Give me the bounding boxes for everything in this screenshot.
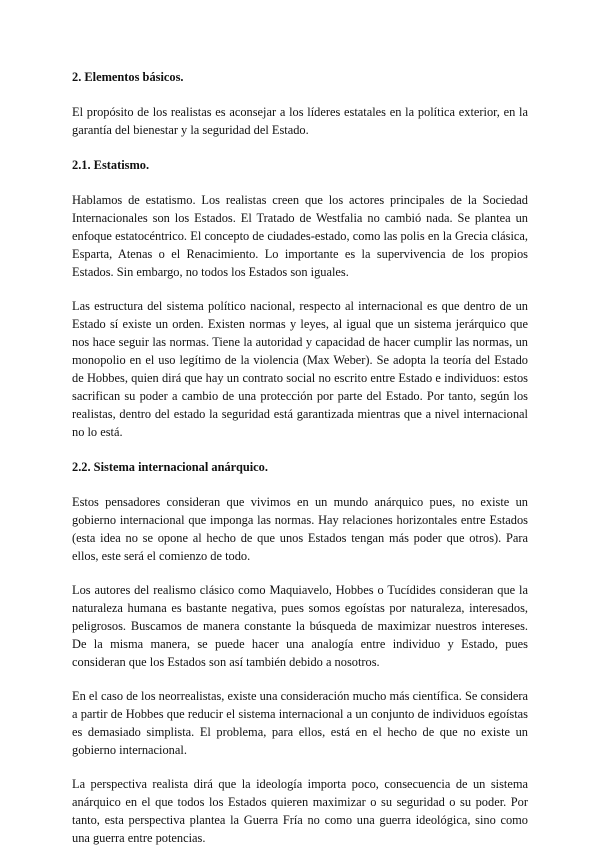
section-2-1-paragraph-1: Hablamos de estatismo. Los realistas creen que los actores principales de la Sociedad Internacionales son los Estados. El Tratado de Westfalia no cambió nada. Se plantea un enfoque estatocéntrico. El concepto de ciudades-estado, como las polis en la Grecia clásica, Esparta, Atenas o el Renacimiento. Lo importante es la supervivencia de los propios Estados. Sin embargo, no todos los Estados son iguales. [72, 193, 528, 279]
section-2-2-paragraph-3: En el caso de los neorrealistas, existe una consideración mucho más científica. Se considera a partir de Hobbes que reducir el sistema internacional a un conjunto de individuos egoístas es demasiado simplista. El problema, para ellos, está en el hecho de que no existe un gobierno internacional. [72, 689, 528, 757]
section-2-intro-paragraph: El propósito de los realistas es aconsejar a los líderes estatales en la política exterior, en la garantía del bienestar y la seguridad del Estado. [72, 105, 528, 137]
document-body [72, 68, 528, 847]
section-2-2-paragraph-4: La perspectiva realista dirá que la ideología importa poco, consecuencia de un sistema anárquico en el que todos los Estados quieren maximizar o su seguridad o su poder. Por tanto, esta perspectiva plantea la Guerra Fría no como una guerra ideológica, sino como una guerra entre potencias. [72, 777, 528, 845]
section-2-2-paragraph-1: Estos pensadores consideran que vivimos en un mundo anárquico pues, no existe un gobierno internacional que imponga las normas. Hay relaciones horizontales entre Estados (esta idea no se opone al hecho de que unos Estados tengan más poder que otros). Para ellos, este será el comienzo de todo. [72, 495, 528, 563]
section-2-1-heading: 2.1. Estatismo. [72, 158, 150, 172]
section-2-2-paragraph-2: Los autores del realismo clásico como Maquiavelo, Hobbes o Tucídides consideran que la naturaleza humana es bastante negativa, pues somos egoístas por naturaleza, interesados, peligrosos. Buscamos de manera constante la búsqueda de maximizar nuestros intereses. De la misma manera, se puede hacer una analogía entre individuo y Estado, pues consideran que los Estados son así también debido a nosotros. [72, 583, 528, 669]
section-2-1-paragraph-2: Las estructura del sistema político nacional, respecto al internacional es que dentro de un Estado sí existe un orden. Existen normas y leyes, al igual que un sistema jerárquico que nos hace seguir las normas. Tiene la autoridad y capacidad de hacer cumplir las normas, un monopolio en el uso legítimo de la violencia (Max Weber). Se adopta la teoría del Estado de Hobbes, quien dirá que hay un contrato social no escrito entre Estado e individuos: estos sacrifican su poder a cambio de una protección por parte del Estado. Por tanto, según los realistas, dentro del estado la seguridad está garantizada mientras que a nivel internacional no lo está. [72, 299, 528, 439]
section-2-heading: 2. Elementos básicos. [72, 70, 184, 84]
section-2-2-heading: 2.2. Sistema internacional anárquico. [72, 460, 268, 474]
